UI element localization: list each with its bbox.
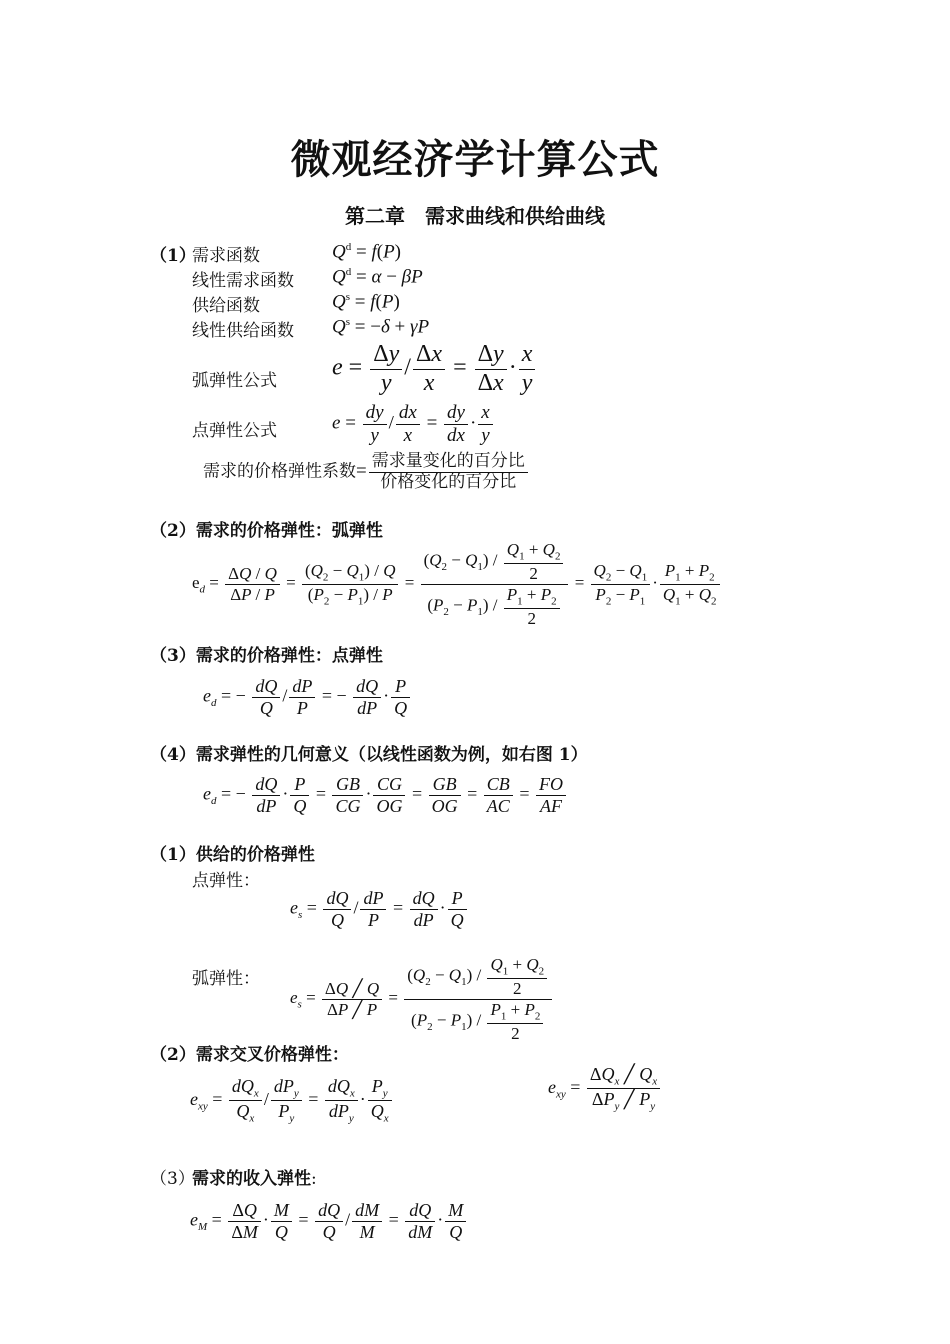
label-linear-supply: 线性供给函数	[192, 321, 294, 341]
formula-point-elasticity: e = $\frac{dy}{y}$ / $\frac{dx}{x}$ = $\frac{dy}{dx}$ · $\frac{x}{y}$	[332, 402, 495, 447]
page-title: 微观经济学计算公式	[290, 136, 660, 183]
section-number: （1）	[150, 246, 196, 266]
chapter-heading: 第二章 需求曲线和供给曲线	[345, 204, 605, 228]
section-arc-elasticity-heading: （2）需求的价格弹性：弧弹性	[150, 521, 383, 541]
formula-income-elasticity: $e_M$ = $\frac{\Delta Q}{\Delta M}$ · $\frac{M}{Q}$ = $\frac{dQ}{Q}$ / $\frac{dM}{M}$ = $\frac{dQ}{dM}$ · $\frac{M}{Q}$	[190, 1200, 468, 1242]
income-heading-colon: :	[311, 1169, 317, 1189]
section-cross-elasticity-heading: （2）需求交叉价格弹性：	[150, 1045, 349, 1065]
section-income-heading	[192, 1164, 317, 1189]
formula-arc-elasticity: e = $\frac{\Delta y}{y}$ / $\frac{\Delta x}{x}$ = $\frac{\Delta y}{\Delta x}$ · $\frac{x}{y}$	[332, 341, 537, 397]
section-geometric-heading: （4）需求弹性的几何意义（以线性函数为例，如右图 1）	[150, 745, 588, 765]
formula-geometric-elasticity: $e_d$ = − $\frac{dQ}{dP}$ · $\frac{P}{Q}$ = $\frac{GB}{CG}$ · $\frac{CG}{OG}$ = $\frac{GB}{OG}$ = $\frac{CB}{AC}$ = $\frac{FO}{AF}$	[203, 774, 568, 816]
label-arc-elasticity: 弧弹性公式	[192, 371, 277, 391]
label-supply-arc: 弧弹性：	[192, 969, 260, 989]
formula-demand-function: $Q^d = f(P)$	[332, 241, 401, 263]
label-demand-function: 需求函数	[192, 246, 260, 266]
label-supply-point: 点弹性：	[192, 871, 260, 891]
section-point-elasticity-heading: （3）需求的价格弹性：点弹性	[150, 646, 383, 666]
formula-linear-demand: $Q^d = \alpha - \beta P$	[332, 266, 423, 288]
section-supply-elasticity-heading: （1）供给的价格弹性	[150, 845, 315, 865]
formula-cross-arc-elasticity: $e_{xy}$ = $\frac{\Delta Q_x ╱ Q_x}{\Delta P_y ╱ P_y}$	[548, 1064, 662, 1113]
label-point-elasticity: 点弹性公式	[192, 421, 277, 441]
formula-cross-price-elasticity: $e_{xy}$ = $\frac{dQ_x}{Q_x}$ / $\frac{dP_y}{P_y}$ = $\frac{dQ_x}{dP_y}$ · $\frac{P_y}{Q_x}$	[190, 1076, 394, 1125]
formula-linear-supply: $Q^s = -\delta + \gamma P$	[332, 316, 430, 338]
income-heading-text: 需求的收入弹性	[192, 1169, 311, 1189]
formula-point-price-elasticity: $e_d$ = − $\frac{dQ}{Q}$ / $\frac{dP}{P}$ = − $\frac{dQ}{dP}$ · $\frac{P}{Q}$	[203, 676, 412, 718]
label-linear-demand: 线性需求函数	[192, 271, 294, 291]
formula-elasticity-coefficient: 需求的价格弹性系数= $\frac{\text{需求量变化的百分比}}{\text{价格变化的百分比}}$	[203, 452, 530, 492]
formula-supply-function: $Q^s = f(P)$	[332, 291, 400, 313]
formula-arc-price-elasticity: $e_d$ = $\frac{\Delta Q / Q}{\Delta P / P}$ = $\frac{(Q_2 - Q_1) / Q}{(P_2 - P_1) / P}$ = $(Q_2 - Q_1)$ / $\frac{Q_1 + Q_2}{2}$ $(P_2 - P_1)$ / $\frac{P_1 + P_2}{2}$ = $\frac{Q_2 - Q_1}{P_2 - P_1}$ · $\frac{P_1 + P_2}{Q_1 + Q_2}$	[192, 540, 722, 628]
label-supply-function: 供给函数	[192, 296, 260, 316]
formula-supply-arc-elasticity: $e_s$ = $\frac{\Delta Q ╱ Q}{\Delta P ╱ P}$ = $(Q_2 - Q_1)$ / $\frac{Q_1 + Q_2}{2}$ $(P_2 - P_1)$ / $\frac{P_1 + P_2}{2}$	[290, 955, 554, 1043]
section-income-number: （3）	[150, 1169, 195, 1189]
formula-supply-point-elasticity: $e_s$ = $\frac{dQ}{Q}$ / $\frac{dP}{P}$ = $\frac{dQ}{dP}$ · $\frac{P}{Q}$	[290, 888, 469, 930]
